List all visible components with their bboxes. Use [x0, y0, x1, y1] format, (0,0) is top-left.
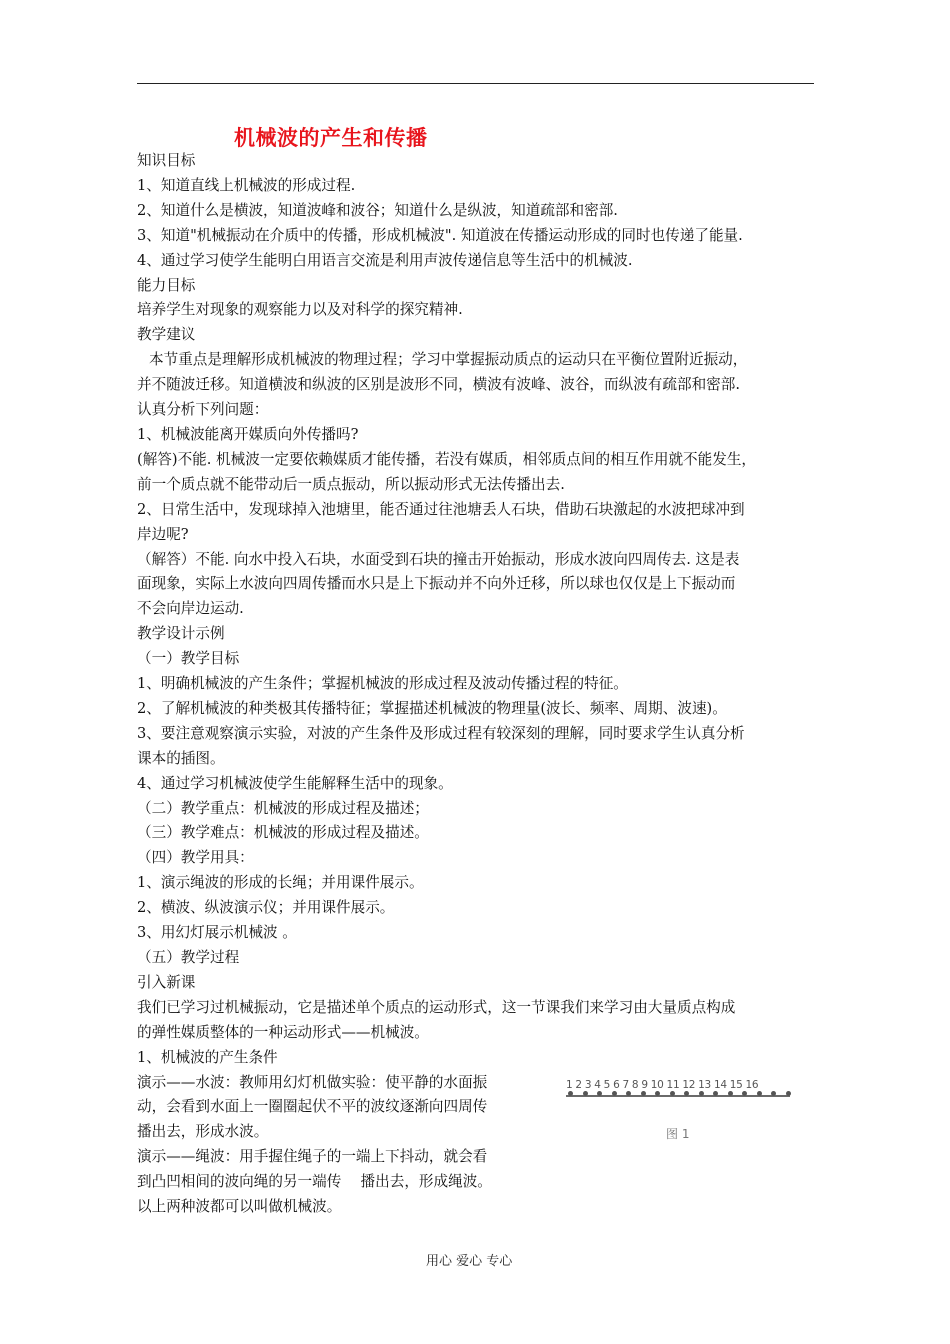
header-rule	[137, 83, 814, 84]
figure-particle-dot	[757, 1091, 762, 1096]
section-heading: （一）教学目标	[137, 650, 240, 668]
paragraph: 1、明确机械波的产生条件；掌握机械波的形成过程及波动传播过程的特征。	[137, 675, 628, 693]
question: 1、机械波能离开媒质向外传播吗?	[137, 425, 359, 443]
paragraph: 本节重点是理解形成机械波的物理过程；学习中掌握振动质点的运动只在平衡位置附近振动，	[149, 351, 748, 369]
rope-particles-figure	[562, 1075, 796, 1155]
subheading: 1、机械波的产生条件	[137, 1048, 278, 1066]
figure-particle-dot	[670, 1091, 675, 1096]
paragraph: 2、了解机械波的种类极其传播特征；掌握描述机械波的物理量(波长、频率、周期、波速)。	[137, 699, 727, 717]
heading-teaching-advice: 教学建议	[137, 326, 196, 344]
paragraph: 2、知道什么是横波，知道波峰和波谷；知道什么是纵波，知道疏部和密部.	[137, 201, 618, 219]
page-footer: 用心 爱心 专心	[426, 1254, 513, 1269]
paragraph: 3、知道"机械振动在介质中的传播，形成机械波". 知道波在传播运动形成的同时也传递了能量.	[137, 226, 743, 244]
paragraph: 培养学生对现象的观察能力以及对科学的探究精神.	[137, 301, 463, 319]
paragraph: 3、要注意观察演示实验，对波的产生条件及形成过程有较深刻的理解，同时要求学生认真分析	[137, 724, 745, 742]
figure-point-numbers: 1 2 3 4 5 6 7 8 9 10 11 12 13 14 15 16	[566, 1079, 759, 1091]
answer: 面现象，实际上水波向四周传播而水只是上下振动并不向外迁移，所以球也仅仅是上下振动而	[137, 575, 736, 593]
paragraph: 1、知道直线上机械波的形成过程.	[137, 176, 356, 194]
paragraph: 播出去，形成水波。	[137, 1123, 269, 1141]
paragraph: 动，会看到水面上一圈圈起伏不平的波纹逐渐向四周传	[137, 1098, 488, 1116]
paragraph: 以上两种波都可以叫做机械波。	[137, 1198, 342, 1216]
paragraph: 4、通过学习使学生能明白用语言交流是利用声波传递信息等生活中的机械波.	[137, 251, 633, 269]
paragraph: 课本的插图。	[137, 749, 225, 767]
figure-particle-dot	[612, 1091, 617, 1096]
figure-particle-dot	[568, 1091, 573, 1096]
answer: 前一个质点就不能带动后一质点振动，所以振动形式无法传播出去.	[137, 475, 565, 493]
figure-particle-dot	[728, 1091, 733, 1096]
figure-particle-dot	[583, 1091, 588, 1096]
paragraph: 到凸凹相间的波向绳的另一端传 播出去，形成绳波。	[137, 1173, 492, 1191]
paragraph: 2、横波、纵波演示仪；并用课件展示。	[137, 899, 395, 917]
section-heading: （四）教学用具：	[137, 849, 254, 867]
answer: (解答)不能. 机械波一定要依赖媒质才能传播，若没有媒质，相邻质点间的相互作用就不能发生，	[137, 450, 757, 468]
answer: （解答）不能. 向水中投入石块，水面受到石块的撞击开始振动，形成水波向四周传去. 这是表	[137, 550, 740, 568]
subheading: 引入新课	[137, 973, 196, 991]
heading-design-example: 教学设计示例	[137, 625, 225, 643]
heading-knowledge-goals: 知识目标	[137, 152, 196, 169]
section-heading: （五）教学过程	[137, 949, 240, 966]
paragraph: 演示——绳波：用手握住绳子的一端上下抖动，就会看	[137, 1148, 488, 1166]
paragraph: 我们已学习过机械振动，它是描述单个质点的运动形式，这一节课我们来学习由大量质点构成	[137, 998, 736, 1016]
paragraph: 的弹性媒质整体的一种运动形式——机械波。	[137, 1023, 429, 1041]
paragraph: 认真分析下列问题：	[137, 401, 269, 419]
figure-caption: 图 1	[666, 1127, 690, 1141]
figure-particle-dot	[699, 1091, 704, 1096]
section-heading: （三）教学难点：机械波的形成过程及描述。	[137, 824, 429, 842]
paragraph: 演示——水波：教师用幻灯机做实验：使平静的水面振	[137, 1073, 488, 1091]
question: 2、日常生活中，发现球掉入池塘里，能否通过往池塘丢人石块，借助石块激起的水波把球冲到	[137, 500, 745, 518]
heading-ability-goals: 能力目标	[137, 276, 196, 294]
figure-particle-dot	[786, 1091, 791, 1096]
page-title: 机械波的产生和传播	[234, 126, 428, 150]
question: 岸边呢?	[137, 525, 189, 543]
paragraph: 并不随波迁移。知道横波和纵波的区别是波形不同，横波有波峰、波谷，而纵波有疏部和密部.	[137, 376, 740, 394]
paragraph: 4、通过学习机械波使学生能解释生活中的现象。	[137, 774, 453, 792]
document-body	[137, 149, 817, 1220]
answer: 不会向岸边运动.	[137, 600, 244, 618]
section-heading: （二）教学重点：机械波的形成过程及描述；	[137, 799, 429, 817]
paragraph: 1、演示绳波的形成的长绳；并用课件展示。	[137, 874, 424, 892]
paragraph: 3、用幻灯展示机械波 。	[137, 924, 297, 942]
figure-particle-dot	[641, 1091, 646, 1096]
